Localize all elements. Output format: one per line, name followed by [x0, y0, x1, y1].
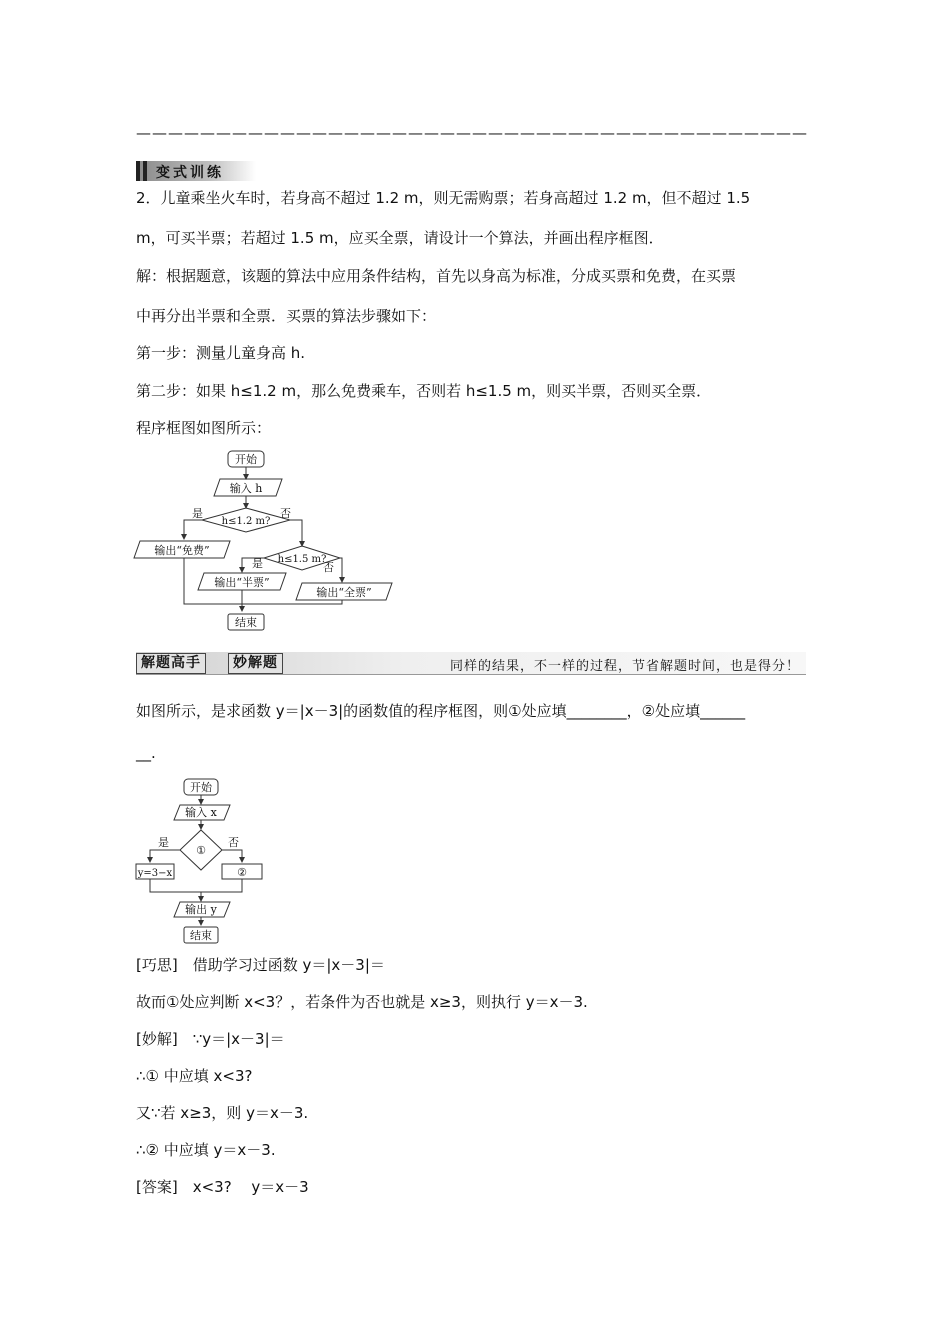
problem-line-2: m，可买半票；若超过 1.5 m，应买全票，请设计一个算法，并画出程序框图． [136, 229, 664, 247]
solution-step-1: 第一步：测量儿童身高 h. [136, 344, 306, 362]
fc2-end-text: 结束 [190, 929, 212, 942]
analysis-hint: [巧思] 借助学习过函数 y＝|x－3|＝ [136, 956, 385, 974]
analysis-step-2: 又∵若 x≥3，则 y＝x－3. [136, 1104, 309, 1122]
analysis-step-3: ∴② 中应填 y＝x－3. [136, 1141, 276, 1159]
fc1-no2-text: 否 [323, 561, 334, 574]
tag-bar-icon [143, 161, 147, 181]
fc2-no-text: 否 [228, 836, 239, 849]
question-line-2: __. [136, 744, 156, 762]
fc1-input-text: 输入 h [229, 482, 263, 495]
tag-bar-icon [136, 161, 140, 181]
fc1-yes1-text: 是 [192, 507, 203, 520]
fc1-out-full-text: 输出“全票” [316, 586, 372, 599]
analysis-step-1: ∴① 中应填 x<3? [136, 1067, 253, 1085]
analysis-hint-2: 故而①处应判断 x<3？，若条件为否也就是 x≥3，则执行 y＝x－3. [136, 993, 588, 1011]
fc2-output-text: 输出 y [185, 903, 217, 916]
solution-line-1: 解：根据题意，该题的算法中应用条件结构，首先以身高为标准，分成买票和免费，在买票 [136, 267, 737, 285]
solve-master-banner [136, 652, 806, 675]
fc2-yes-text: 是 [158, 836, 169, 849]
figure-intro: 程序框图如图所示： [136, 419, 272, 437]
solution-line-2: 中再分出半票和全票．买票的算法步骤如下： [136, 307, 437, 325]
variant-tag [136, 161, 256, 181]
fc1-yes2-text: 是 [252, 557, 263, 570]
question-line-1: 如图所示，是求函数 y＝|x－3|的函数值的程序框图，则①处应填________，②处应填______ [136, 702, 746, 720]
fc1-no1-text: 否 [280, 507, 291, 520]
analysis-solve: [妙解] ∵y＝|x－3|＝ [136, 1030, 285, 1048]
fc1-start-text: 开始 [235, 453, 257, 466]
banner-slogan: 同样的结果，不一样的过程，节省解题时间，也是得分！ [449, 659, 800, 674]
fc2-start-text: 开始 [190, 781, 212, 794]
ticket-flowchart [130, 446, 400, 636]
fc1-end-text: 结束 [235, 616, 257, 629]
fc1-cond2-text: h≤1.5 m? [277, 554, 327, 565]
fc1-out-free-text: 输出“免费” [154, 544, 210, 557]
variant-tag-label: 变式训练 [156, 165, 224, 181]
banner-left-label: 解题高手 [136, 653, 206, 674]
fc1-out-half-text: 输出“半票” [214, 576, 270, 589]
fc2-cond-text: ① [196, 844, 206, 857]
fc1-cond1-text: h≤1.2 m? [221, 516, 271, 527]
problem-line-1: 2．儿童乘坐火车时，若身高不超过 1.2 m，则无需购票；若身高超过 1.2 m，但不超过 1.5 [136, 189, 751, 207]
fc2-left-text: y=3−x [137, 868, 173, 879]
fc2-input-text: 输入 x [185, 806, 217, 819]
fc2-right-text: ② [237, 866, 247, 879]
banner-right-label: 妙解题 [228, 653, 283, 674]
abs-function-flowchart [130, 774, 280, 948]
analysis-answer: [答案] x<3? y＝x－3 [136, 1178, 309, 1196]
top-dashes: —————————————————————————————————————————— [136, 124, 808, 142]
solution-step-2: 第二步：如果 h≤1.2 m，那么免费乘车，否则若 h≤1.5 m，则买半票，否则买全票． [136, 382, 712, 400]
